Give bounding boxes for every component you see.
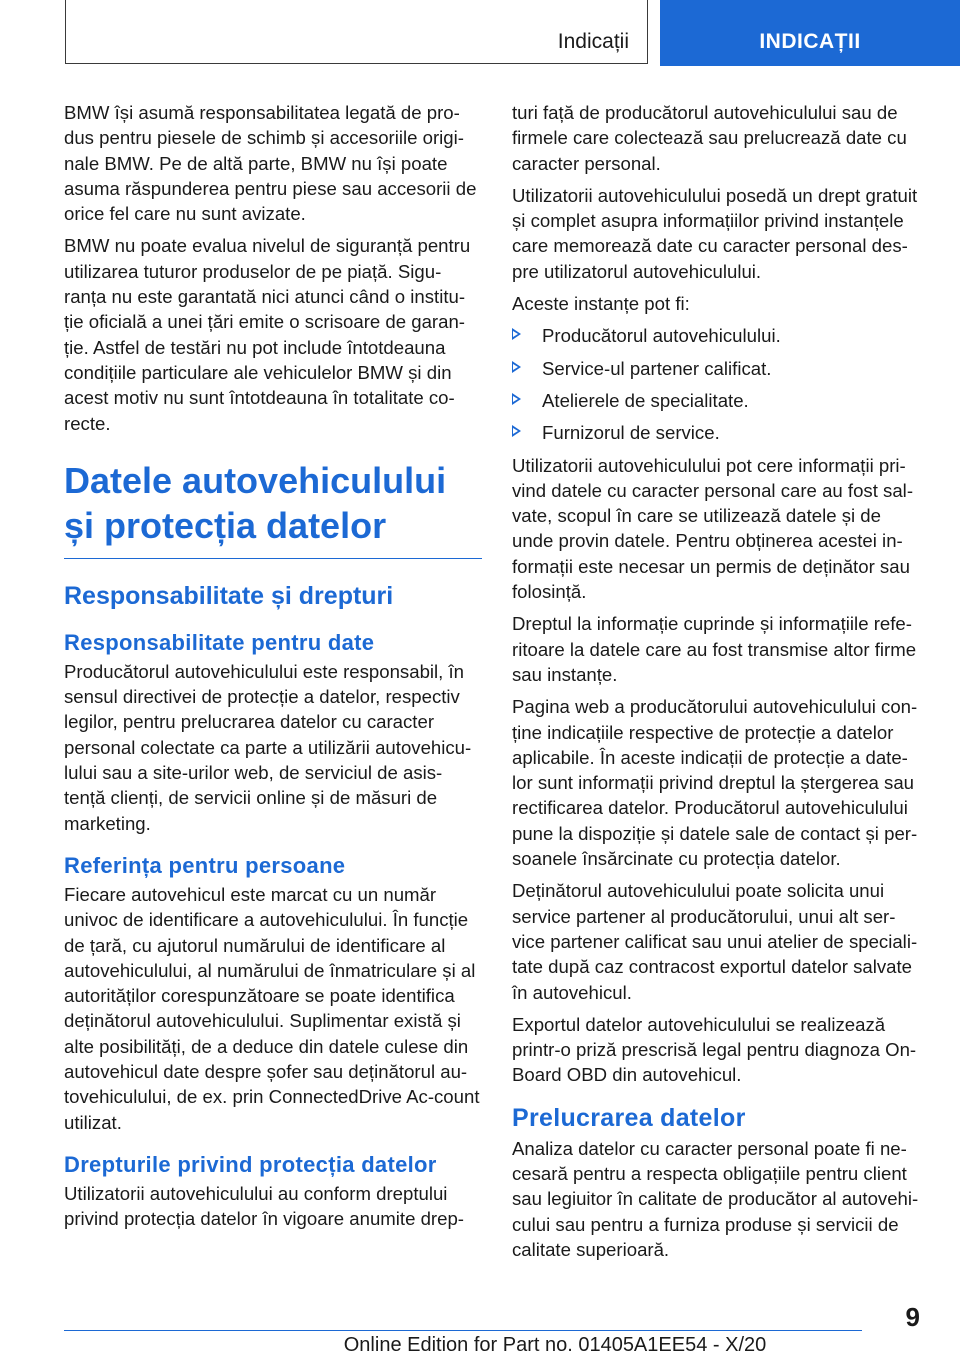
paragraph: Dreptul la informație cuprinde și informațiile refe-ritoare la datele care au fost transmise altor firme sau instanțe. [512, 613, 917, 685]
list-item: Producătorul autovehiculului. [512, 323, 927, 348]
footer-divider [64, 1330, 862, 1331]
triangle-bullet-icon [512, 328, 521, 340]
list-item: Furnizorul de service. [512, 420, 927, 445]
paragraph: turi față de producătorul autovehiculului sau de firmele care colectează sau prelucrează date cu caracter personal. [512, 102, 907, 174]
page-header [0, 0, 960, 66]
heading-divider [64, 558, 482, 559]
bullet-list [512, 323, 927, 445]
left-column [64, 100, 482, 1239]
section-header-box [65, 0, 648, 64]
paragraph: Fiecare autovehicul este marcat cu un număr univoc de identificare a autovehiculului. În funcție de țară, cu ajutorul numărului de identificare al autovehiculului, al numărului de înmatriculare și al autorităților corespunzătoare se poate identifica deținătorul autovehiculului. Suplimentar există și alte posibilități, de a deduce din datele culese din autovehicul date despre șofer sau deținătorul au-tovehiculului, de ex. prin ConnectedDrive Ac-count utilizat. [64, 883, 480, 1133]
list-item: Atelierele de specialitate. [512, 388, 927, 413]
paragraph: Deținătorul autovehiculului poate solicita unui service partener al producătorului, unui alt ser-vice partener calificat sau unui atelier de speciali-tate după caz contracost exportul datelor salvate în autovehicul. [512, 880, 918, 1003]
paragraph: Utilizatorii autovehiculului au conform dreptului privind protecția datelor în vigoare anumite drep- [64, 1182, 464, 1230]
subsection-heading: Responsabilitate pentru date [64, 629, 375, 655]
paragraph: BMW nu poate evalua nivelul de siguranță pentru utilizarea tuturor produselor de pe piață. Sigu-ranța nu este garantată nici atunci când o institu-ție oficială a unei țări emite o scrisoare de garan-ție. Astfel de testări nu pot include întotdeauna condițiile particulare ale vehiculelor BMW și din acest motiv nu sunt întotdeauna în totalitate co-recte. [64, 235, 471, 434]
right-column [512, 100, 927, 1269]
triangle-bullet-icon [512, 393, 521, 405]
chapter-heading: Datele autovehiculului și protecția datelor [64, 459, 447, 546]
subsection-heading: Prelucrarea datelor [512, 1103, 746, 1132]
subsection-heading: Drepturile privind protecția datelor [64, 1151, 437, 1177]
paragraph: Utilizatorii autovehiculului posedă un drept gratuit și complet asupra informațiilor privind instanțele care memorează date cu caracter personal des-pre utilizatorul autovehiculului. [512, 184, 918, 282]
list-item: Service-ul partener calificat. [512, 356, 927, 381]
triangle-bullet-icon [512, 425, 521, 437]
paragraph: Aceste instanțe pot fi: [512, 293, 690, 315]
paragraph: Pagina web a producătorului autovehiculului con-ține indicațiile respective de protecție a datelor aplicabile. În aceste indicații de protecție a date-lor sunt informații privind dreptul la ștergerea sau rectificarea datelor. Producătorul autovehiculului pune la dispoziție și datele sale de contact și per-soanele însărcinate cu protecția datelor. [512, 696, 918, 870]
paragraph: Exportul datelor autovehiculului se realizează printr-o priză prescrisă legal pentru diagnoza On-Board OBD din autovehicul. [512, 1013, 917, 1086]
chapter-title: INDICAȚII [759, 30, 861, 53]
edition-footer: Online Edition for Part no. 01405A1EE54 - X/20 [343, 1334, 767, 1356]
section-heading: Responsabilitate și drepturi [64, 581, 394, 610]
page-number: 9 [905, 1302, 920, 1332]
paragraph: Utilizatorii autovehiculului pot cere informații pri-vind datele cu caracter personal care au fost sal-vate, scopul în care se utilizează datele și de unde provin datele. Pentru obținerea acestei in-formații este necesar un permis de deținător sau folosință. [512, 454, 914, 603]
paragraph: Analiza datelor cu caracter personal poate fi ne-cesară pentru a respecta obligațiile pentru client sau legiuitor în calitate de producător al autovehi-cului sau pentru a furniza produse și servicii de calitate superioară. [512, 1137, 919, 1260]
section-title: Indicații [557, 30, 629, 53]
paragraph: Producătorul autovehiculului este responsabil, în sensul directivei de protecție a datelor, respectiv legilor, pentru prelucrarea datelor cu caracter personal colectate ca parte a utilizării autovehicu-lului sau a site-urilor web, de serviciul de asis-tență clienți, de servicii online și de măsuri de marketing. [64, 660, 472, 834]
triangle-bullet-icon [512, 361, 521, 373]
subsection-heading: Referința pentru persoane [64, 852, 346, 878]
chapter-tab[interactable] [660, 0, 960, 66]
paragraph: BMW își asumă responsabilitatea legată de pro-dus pentru piesele de schimb și accesoriile origi-nale BMW. Pe de altă parte, BMW nu își poate asuma răspunderea pentru piese sau accesorii de orice fel care nu sunt avizate. [64, 102, 477, 225]
